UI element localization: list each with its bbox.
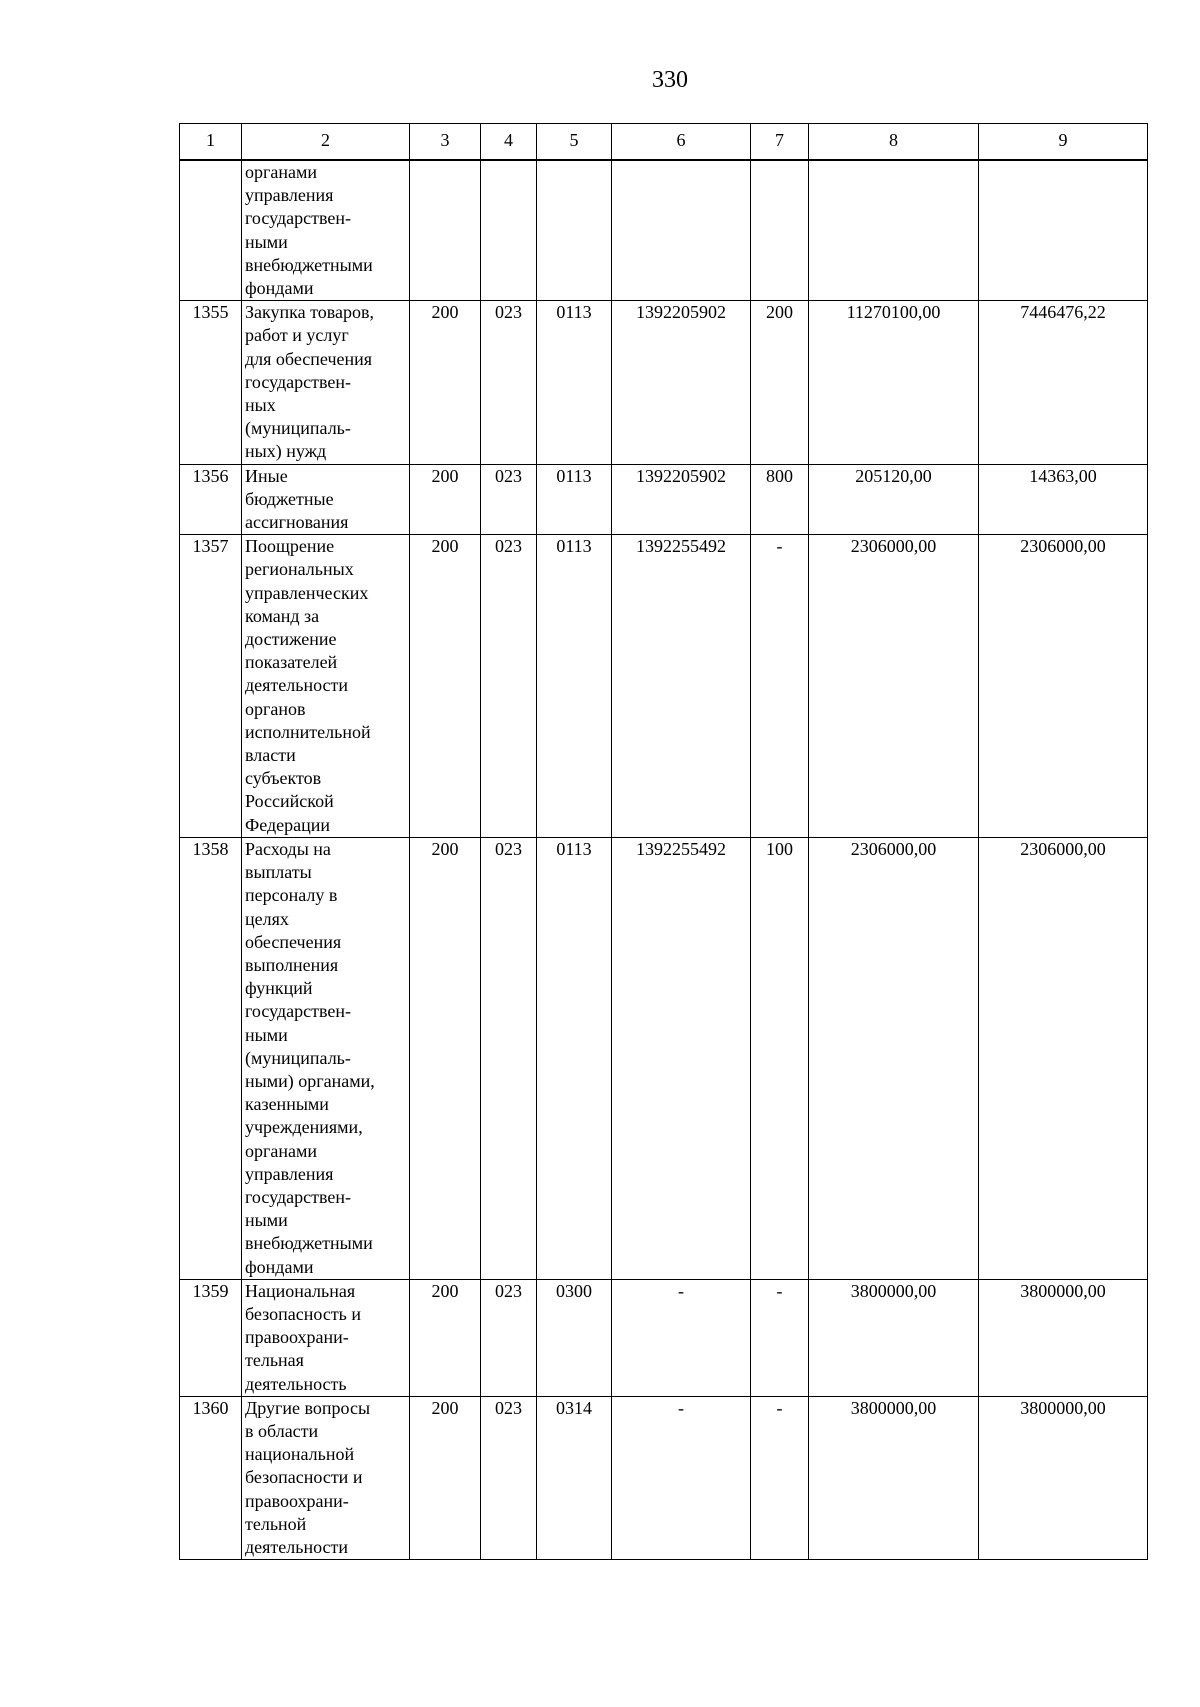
row-name-line: органами — [245, 1140, 318, 1161]
cell-col-8: 2306000,00 — [809, 535, 979, 838]
cell-col-9: 3800000,00 — [979, 1279, 1148, 1396]
table-row — [180, 1279, 1148, 1396]
row-name-line: ных — [245, 395, 276, 416]
row-name-line: управления — [245, 1163, 334, 1184]
row-name-line: Закупка товаров, — [245, 302, 374, 323]
cell-col-9: 7446476,22 — [979, 301, 1148, 464]
column-header: 7 — [751, 124, 809, 161]
cell-col-9 — [979, 160, 1148, 301]
row-name-line: государствен- — [245, 371, 352, 392]
cell-col-9: 2306000,00 — [979, 837, 1148, 1279]
column-header: 2 — [242, 124, 410, 161]
cell-col-4: 023 — [481, 535, 537, 838]
row-name-line: персоналу в — [245, 885, 338, 906]
row-name-cell — [242, 464, 410, 535]
cell-col-4 — [481, 160, 537, 301]
table-row — [180, 464, 1148, 535]
cell-col-7: 800 — [751, 464, 809, 535]
row-name-line: команд за — [245, 605, 320, 626]
row-name-line: бюджетные — [245, 488, 334, 509]
row-name-line: казенными — [245, 1094, 329, 1115]
row-name-line: ными) органами, — [245, 1070, 375, 1091]
cell-col-4: 023 — [481, 301, 537, 464]
row-name-line: деятельность — [245, 1373, 347, 1394]
row-name-cell — [242, 535, 410, 838]
cell-col-9: 14363,00 — [979, 464, 1148, 535]
cell-col-6: 1392255492 — [612, 837, 751, 1279]
row-name-line: правоохрани- — [245, 1327, 349, 1348]
header-row — [180, 124, 1148, 161]
row-name-line: управления — [245, 185, 334, 206]
cell-col-7: - — [751, 535, 809, 838]
row-number-cell: 1360 — [180, 1396, 242, 1559]
row-name-cell — [242, 160, 410, 301]
row-name-line: внебюджетными — [245, 1233, 373, 1254]
row-name-line: деятельности — [245, 1536, 349, 1557]
cell-col-5: 0113 — [537, 301, 612, 464]
cell-col-3: 200 — [410, 837, 481, 1279]
row-name-line: (муниципаль- — [245, 1047, 351, 1068]
cell-col-6: 1392205902 — [612, 464, 751, 535]
cell-col-5: 0300 — [537, 1279, 612, 1396]
row-name-line: достижение — [245, 629, 337, 650]
column-header: 6 — [612, 124, 751, 161]
row-name-line: внебюджетными — [245, 254, 373, 275]
cell-col-8: 3800000,00 — [809, 1396, 979, 1559]
cell-col-4: 023 — [481, 464, 537, 535]
cell-col-6: - — [612, 1279, 751, 1396]
cell-col-8: 11270100,00 — [809, 301, 979, 464]
column-header: 1 — [180, 124, 242, 161]
row-name-line: государствен- — [245, 208, 352, 229]
row-name-line: органов — [245, 698, 306, 719]
column-header: 4 — [481, 124, 537, 161]
row-name-line: для обеспечения — [245, 348, 373, 369]
cell-col-8: 205120,00 — [809, 464, 979, 535]
cell-col-4: 023 — [481, 837, 537, 1279]
row-name-line: национальной — [245, 1444, 355, 1465]
row-name-line: обеспечения — [245, 931, 342, 952]
row-name-cell — [242, 1279, 410, 1396]
cell-col-7: 200 — [751, 301, 809, 464]
cell-col-7: - — [751, 1279, 809, 1396]
cell-col-6 — [612, 160, 751, 301]
row-name-line: (муниципаль- — [245, 418, 351, 439]
budget-table — [179, 123, 1148, 1560]
row-name-line: Федерации — [245, 814, 331, 835]
row-name-line: Российской — [245, 791, 334, 812]
table-row — [180, 160, 1148, 301]
row-name-cell — [242, 1396, 410, 1559]
row-name-cell — [242, 301, 410, 464]
cell-col-8 — [809, 160, 979, 301]
row-name-line: целях — [245, 908, 289, 929]
cell-col-5: 0314 — [537, 1396, 612, 1559]
row-name-line: тельной — [245, 1513, 307, 1534]
cell-col-7 — [751, 160, 809, 301]
cell-col-5 — [537, 160, 612, 301]
row-name-line: выплаты — [245, 862, 312, 883]
row-name-line: функций — [245, 978, 313, 999]
row-name-line: Национальная — [245, 1280, 356, 1301]
cell-col-3: 200 — [410, 1279, 481, 1396]
cell-col-5: 0113 — [537, 464, 612, 535]
row-name-line: ных) нужд — [245, 441, 327, 462]
cell-col-3: 200 — [410, 464, 481, 535]
row-name-line: власти — [245, 745, 296, 766]
row-name-line: выполнения — [245, 954, 339, 975]
row-name-line: безопасность и — [245, 1303, 362, 1324]
cell-col-4: 023 — [481, 1396, 537, 1559]
row-name-line: правоохрани- — [245, 1490, 349, 1511]
row-name-line: органами — [245, 162, 318, 182]
row-name-line: Поощрение — [245, 536, 335, 557]
cell-col-6: 1392255492 — [612, 535, 751, 838]
row-number-cell — [180, 160, 242, 301]
cell-col-8: 3800000,00 — [809, 1279, 979, 1396]
cell-col-3 — [410, 160, 481, 301]
row-name-line: тельная — [245, 1350, 304, 1371]
row-number-cell: 1357 — [180, 535, 242, 838]
row-number-cell: 1355 — [180, 301, 242, 464]
cell-col-6: - — [612, 1396, 751, 1559]
table-row — [180, 535, 1148, 838]
cell-col-7: - — [751, 1396, 809, 1559]
row-name-line: деятельности — [245, 675, 349, 696]
row-name-line: исполнительной — [245, 721, 371, 742]
cell-col-5: 0113 — [537, 535, 612, 838]
row-name-line: фондами — [245, 1256, 314, 1277]
cell-col-8: 2306000,00 — [809, 837, 979, 1279]
row-number-cell: 1358 — [180, 837, 242, 1279]
column-header: 9 — [979, 124, 1148, 161]
cell-col-7: 100 — [751, 837, 809, 1279]
row-name-line: учреждениями, — [245, 1117, 363, 1138]
row-name-line: субъектов — [245, 768, 322, 789]
cell-col-6: 1392205902 — [612, 301, 751, 464]
row-name-line: работ и услуг — [245, 325, 349, 346]
table-row — [180, 1396, 1148, 1559]
row-name-line: региональных — [245, 559, 354, 580]
cell-col-5: 0113 — [537, 837, 612, 1279]
row-name-line: показателей — [245, 652, 338, 673]
row-number-cell: 1359 — [180, 1279, 242, 1396]
row-name-line: Расходы на — [245, 838, 331, 859]
row-name-line: Другие вопросы — [245, 1397, 371, 1418]
page-number: 330 — [652, 67, 688, 93]
table-row — [180, 837, 1148, 1279]
row-name-line: Иные — [245, 465, 288, 486]
row-name-line: ассигнования — [245, 512, 349, 533]
row-name-line: ными — [245, 1024, 288, 1045]
table-row — [180, 301, 1148, 464]
cell-col-3: 200 — [410, 1396, 481, 1559]
column-header: 5 — [537, 124, 612, 161]
row-name-line: государствен- — [245, 1001, 352, 1022]
row-name-cell — [242, 837, 410, 1279]
table-body — [180, 160, 1148, 1560]
row-name-line: управленческих — [245, 582, 369, 603]
cell-col-3: 200 — [410, 301, 481, 464]
cell-col-3: 200 — [410, 535, 481, 838]
row-name-line: ными — [245, 1210, 288, 1231]
row-name-line: безопасности и — [245, 1467, 363, 1488]
row-name-line: фондами — [245, 278, 314, 299]
row-number-cell: 1356 — [180, 464, 242, 535]
cell-col-4: 023 — [481, 1279, 537, 1396]
cell-col-9: 2306000,00 — [979, 535, 1148, 838]
column-header: 8 — [809, 124, 979, 161]
row-name-line: в области — [245, 1420, 319, 1441]
row-name-line: государствен- — [245, 1186, 352, 1207]
cell-col-9: 3800000,00 — [979, 1396, 1148, 1559]
row-name-line: ными — [245, 231, 288, 252]
column-header: 3 — [410, 124, 481, 161]
